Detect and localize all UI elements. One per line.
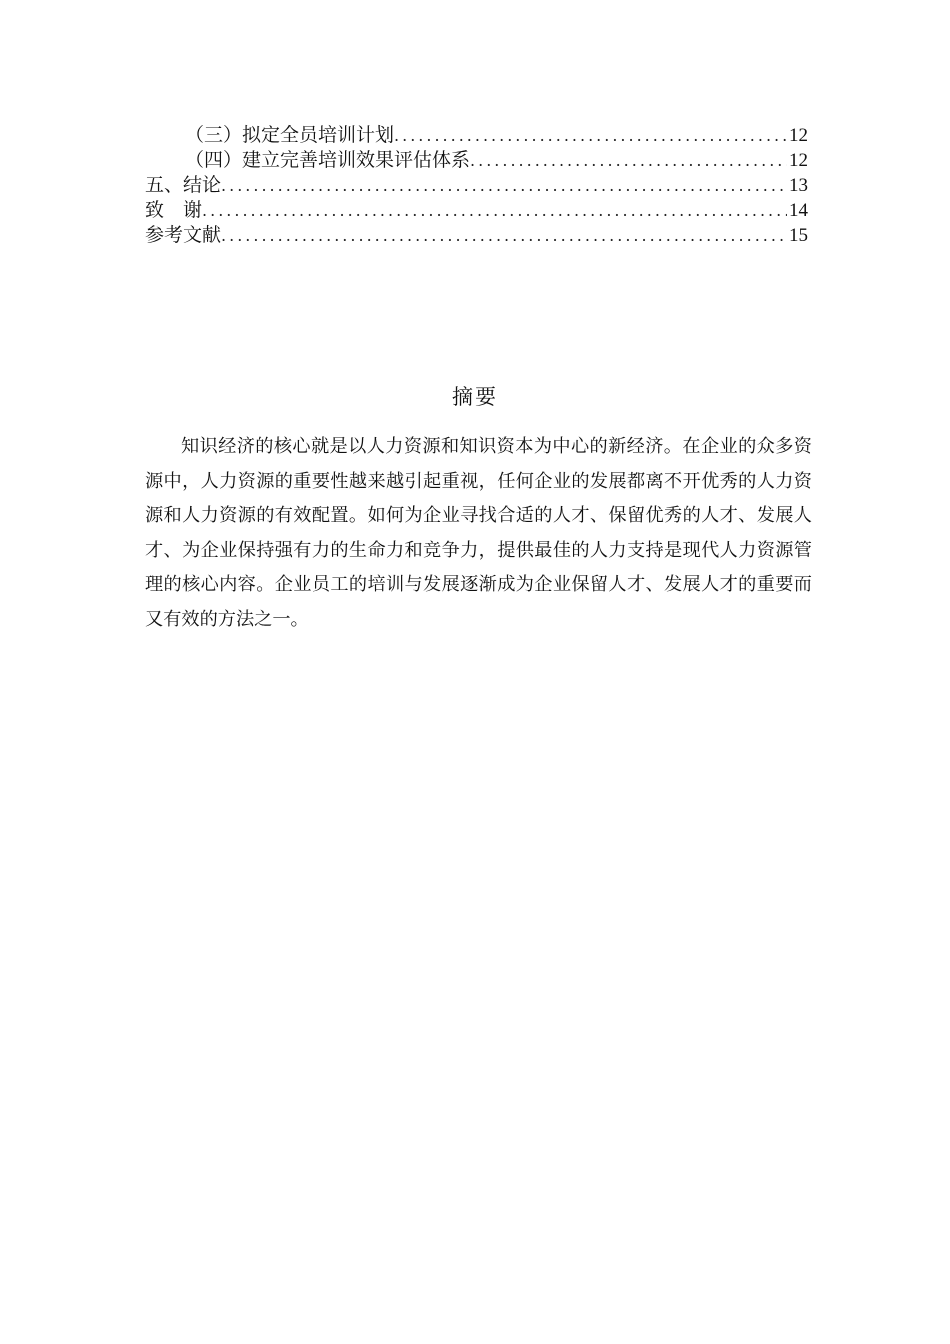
abstract-paragraph: 知识经济的核心就是以人力资源和知识资本为中心的新经济。在企业的众多资源中，人力资源的重要性越来越引起重视，任何企业的发展都离不开优秀的人力资源和人力资源的有效配置。如何为企业寻找合适的人才、保留优秀的人才、发展人才、为企业保持强有力的生命力和竞争力，提供最佳的人力支持是现代人力资源管理的核心内容。企业员工的培训与发展逐渐成为企业保留人才、发展人才的重要而又有效的方法之一。 — [145, 436, 812, 630]
toc-entry-page: 12 — [789, 150, 808, 171]
toc-entry-page: 14 — [789, 200, 808, 221]
toc-entry-label: 致 谢 — [145, 199, 203, 221]
toc-leader-dots — [470, 148, 787, 173]
toc-entry[interactable] — [145, 173, 808, 198]
table-of-contents — [145, 123, 808, 248]
toc-leader-dots — [221, 223, 787, 248]
toc-entry-label: （四）建立完善培训效果评估体系 — [185, 149, 471, 171]
toc-entry[interactable] — [145, 223, 808, 248]
toc-entry[interactable] — [145, 148, 808, 173]
toc-entry-label: （三）拟定全员培训计划 — [185, 124, 395, 146]
toc-entry-page: 12 — [789, 125, 808, 146]
toc-entry-page: 13 — [789, 175, 808, 196]
toc-leader-dots — [202, 198, 787, 223]
toc-entry-label: 参考文献 — [145, 224, 222, 246]
toc-entry-page: 15 — [789, 225, 808, 246]
toc-entry[interactable] — [145, 198, 808, 223]
toc-leader-dots — [221, 173, 787, 198]
toc-leader-dots — [394, 123, 787, 148]
toc-entry[interactable] — [145, 123, 808, 148]
toc-entry-label: 五、结论 — [145, 174, 222, 196]
abstract-title: 摘要 — [452, 385, 498, 409]
